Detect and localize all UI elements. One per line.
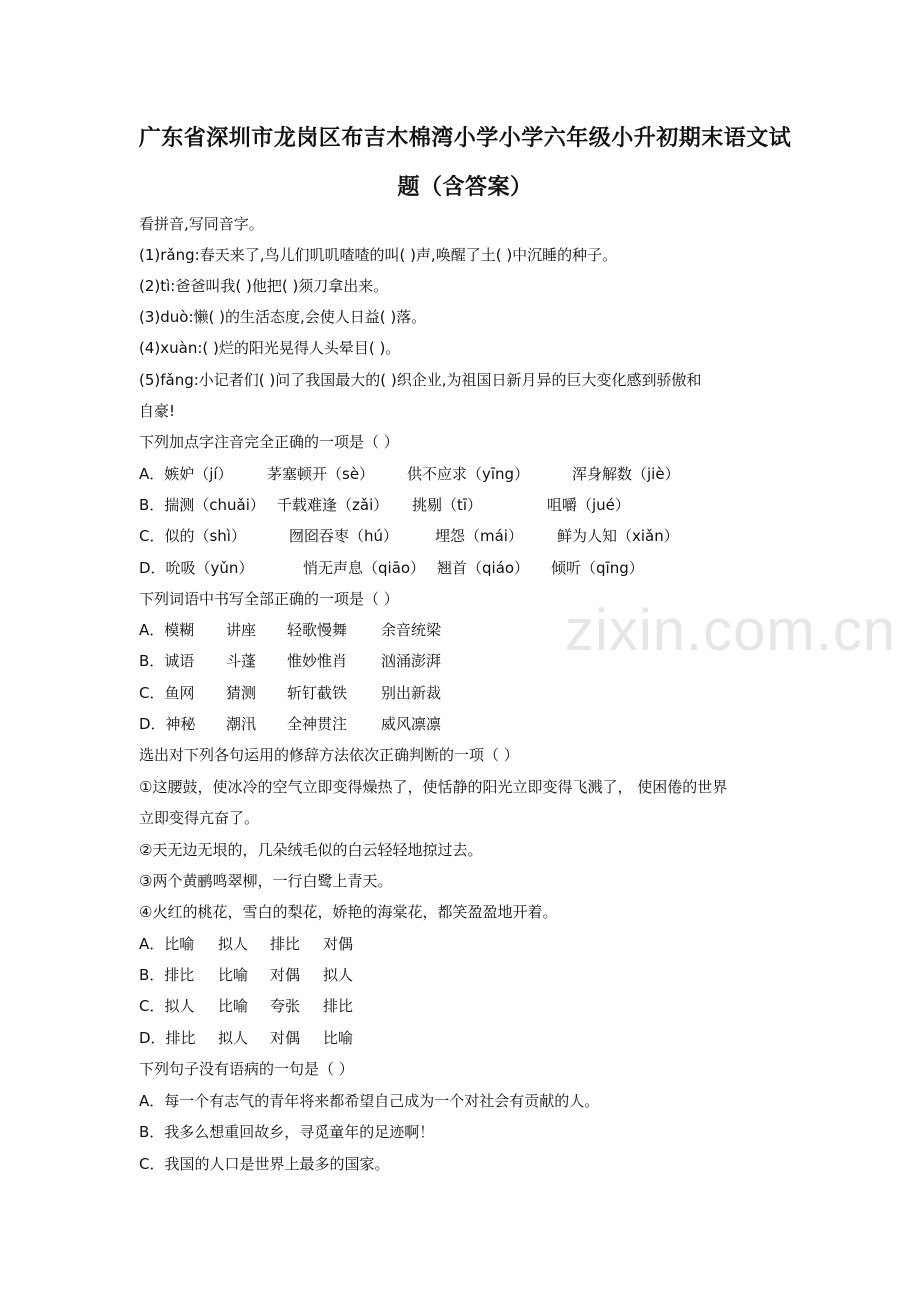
option-cell: 囫囵吞枣（hú） bbox=[289, 527, 399, 545]
q5-stem: 下列句子没有语病的一句是（ ） bbox=[139, 1060, 354, 1078]
q3-stem: 下列词语中书写全部正确的一项是（ ） bbox=[139, 590, 399, 608]
option-cell: A．嫉妒（jí） bbox=[139, 465, 233, 483]
option-cell: 比喻 bbox=[218, 997, 249, 1015]
document-title-line-1: 广东省深圳市龙岗区布吉木棉湾小学小学六年级小升初期末语文试 bbox=[138, 126, 792, 151]
option-cell: 轻歌慢舞 bbox=[287, 621, 348, 639]
option-cell: A．比喻 bbox=[139, 935, 195, 953]
option-cell: B．揣测（chuǎi） bbox=[139, 496, 265, 514]
option-cell: B．排比 bbox=[139, 966, 195, 984]
option-cell: 埋怨（mái） bbox=[435, 527, 523, 545]
q4-stem: 选出对下列各句运用的修辞方法依次正确判断的一项（ ） bbox=[139, 746, 519, 764]
watermark: zixin.com.cn bbox=[565, 598, 897, 663]
option-cell: 别出新裁 bbox=[381, 684, 442, 702]
q1-item: (3)duò:懒( )的生活态度,会使人日益( )落。 bbox=[139, 308, 427, 326]
option-cell: 斗蓬 bbox=[226, 652, 257, 670]
option-cell: 挑剔（tī） bbox=[412, 496, 483, 514]
document-title-line-2: 题（含答案） bbox=[397, 175, 533, 200]
option-cell: 千载难逢（zǎi） bbox=[277, 496, 389, 514]
option-cell: 比喻 bbox=[323, 1029, 354, 1047]
option-cell: 排比 bbox=[270, 935, 301, 953]
option-cell: 对偶 bbox=[270, 966, 301, 984]
option-cell: B．诚语 bbox=[139, 652, 195, 670]
option-cell: C．拟人 bbox=[139, 997, 195, 1015]
q1-item: (2)tì:爸爸叫我( )他把( )须刀拿出来。 bbox=[139, 277, 389, 295]
option-cell: 汹涌澎湃 bbox=[381, 652, 442, 670]
q1-item-continued: 自豪! bbox=[139, 402, 176, 420]
option-cell: 讲座 bbox=[226, 621, 257, 639]
option-cell: 潮汛 bbox=[226, 715, 257, 733]
q4-sentence: ④火红的桃花，雪白的梨花，娇艳的海棠花，都笑盈盈地开着。 bbox=[139, 903, 558, 921]
option-cell: 倾听（qīng） bbox=[551, 559, 644, 577]
q4-sentence-continued: 立即变得亢奋了。 bbox=[139, 809, 260, 827]
option-cell: 余音统梁 bbox=[381, 621, 442, 639]
option-cell: 拟人 bbox=[323, 966, 354, 984]
q4-sentence: ①这腰鼓，使冰冷的空气立即变得燥热了，使恬静的阳光立即变得飞溅了， 使困倦的世界 bbox=[139, 778, 728, 796]
option-cell: C．鱼网 bbox=[139, 684, 195, 702]
option-cell: 对偶 bbox=[323, 935, 354, 953]
q1-item: (1)rǎng:春天来了,鸟儿们叽叽喳喳的叫( )声,唤醒了土( )中沉睡的种子。 bbox=[139, 246, 618, 264]
option-cell: 翘首（qiáo） bbox=[437, 559, 530, 577]
option-cell: 全神贯注 bbox=[287, 715, 348, 733]
option-cell: D．吮吸（yǔn） bbox=[139, 559, 254, 577]
option-cell: 浑身解数（jiè） bbox=[572, 465, 680, 483]
option-cell: 悄无声息（qiāo） bbox=[303, 559, 426, 577]
option-cell: C．似的（shì） bbox=[139, 527, 246, 545]
q1-item: (4)xuàn:( )烂的阳光晃得人头晕目( )。 bbox=[139, 339, 401, 357]
q5-option-c: C．我国的人口是世界上最多的国家。 bbox=[139, 1155, 390, 1173]
q4-sentence: ②天无边无垠的，几朵绒毛似的白云轻轻地掠过去。 bbox=[139, 841, 483, 859]
option-cell: 斩钉截铁 bbox=[287, 684, 348, 702]
option-cell: 排比 bbox=[323, 997, 354, 1015]
q4-sentence: ③两个黄鹂鸣翠柳，一行白鹭上青天。 bbox=[139, 872, 393, 890]
option-cell: 鲜为人知（xiǎn） bbox=[557, 527, 679, 545]
q5-option-a: A．每一个有志气的青年将来都希望自己成为一个对社会有贡献的人。 bbox=[139, 1092, 600, 1110]
q2-stem: 下列加点字注音完全正确的一项是（ ） bbox=[139, 433, 399, 451]
option-cell: D．神秘 bbox=[139, 715, 196, 733]
q1-item: (5)fǎng:小记者们( )问了我国最大的( )织企业,为祖国日新月异的巨大变化感到骄傲和 bbox=[139, 371, 702, 389]
option-cell: 茅塞顿开（sè） bbox=[267, 465, 375, 483]
option-cell: 对偶 bbox=[270, 1029, 301, 1047]
option-cell: 供不应求（yīng） bbox=[407, 465, 530, 483]
option-cell: 夸张 bbox=[270, 997, 301, 1015]
option-cell: A．模糊 bbox=[139, 621, 195, 639]
q5-option-b: B．我多么想重回故乡，寻觅童年的足迹啊！ bbox=[139, 1123, 435, 1141]
option-cell: 威风凛凛 bbox=[381, 715, 442, 733]
option-cell: 比喻 bbox=[218, 966, 249, 984]
option-cell: 猜测 bbox=[226, 684, 257, 702]
option-cell: 拟人 bbox=[218, 1029, 249, 1047]
option-cell: 拟人 bbox=[218, 935, 249, 953]
option-cell: 咀嚼（jué） bbox=[547, 496, 630, 514]
option-cell: 惟妙惟肖 bbox=[287, 652, 348, 670]
q1-stem: 看拼音,写同音字。 bbox=[139, 215, 264, 233]
option-cell: D．排比 bbox=[139, 1029, 196, 1047]
